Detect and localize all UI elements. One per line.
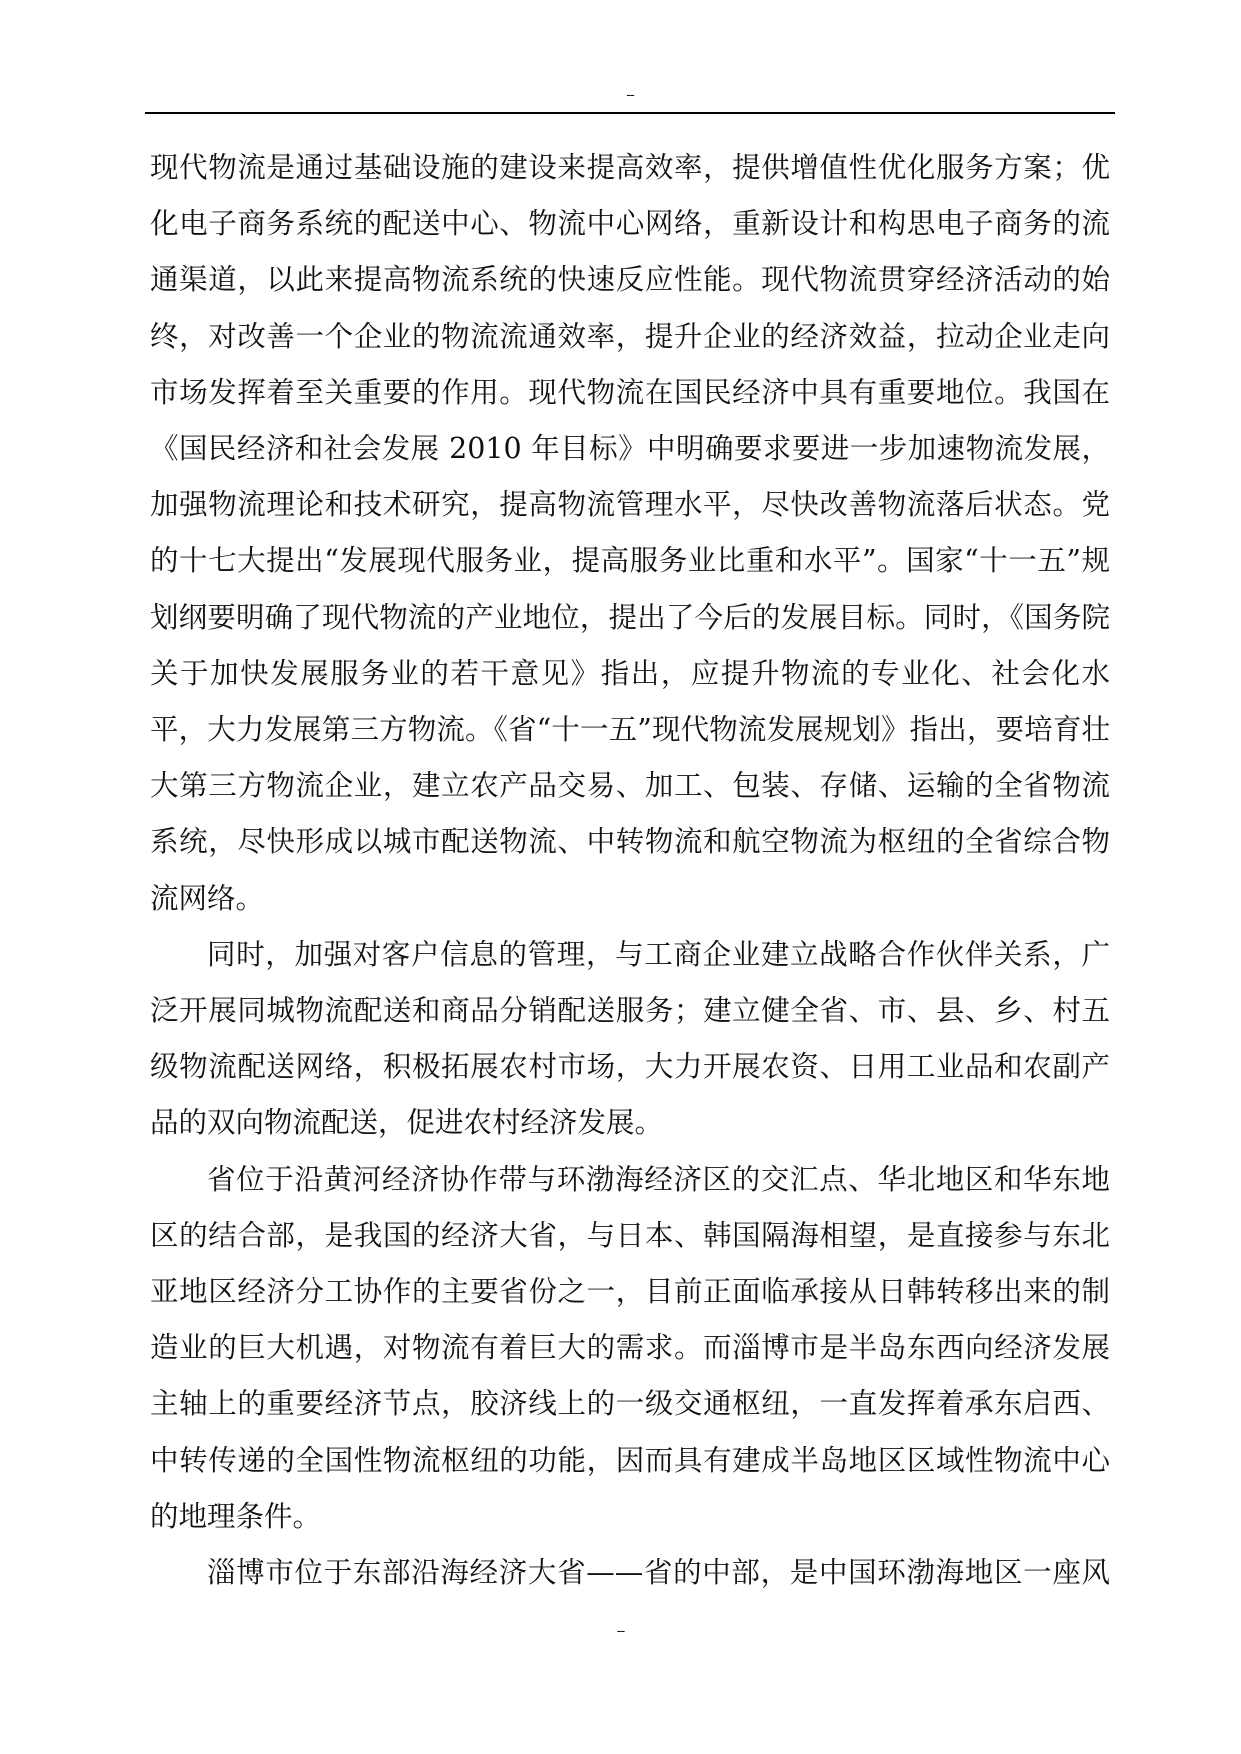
paragraph-province-location: 省位于沿黄河经济协作带与环渤海经济区的交汇点、华北地区和华东地区的结合部，是我国的经济大省，与日本、韩国隔海相望，是直接参与东北亚地区经济分工协作的主要省份之一，目前正面临承接从日韩转移出来的制造业的巨大机遇，对物流有着巨大的需求。而淄博市是半岛东西向经济发展主轴上的重要经济节点，胶济线上的一级交通枢纽，一直发挥着承东启西、中转传递的全国性物流枢纽的功能，因而具有建成半岛地区区域性物流中心的地理条件。	[150, 1162, 1110, 1533]
paragraph-zibo-location: 淄博市位于东部沿海经济大省——省的中部，是中国环渤海地区一座风	[207, 1556, 1110, 1590]
page-footer: --	[616, 1623, 625, 1639]
paragraph-logistics-overview: 现代物流是通过基础设施的建设来提高效率，提供增值性优化服务方案；优化电子商务系统的配送中心、物流中心网络，重新设计和构思电子商务的流通渠道，以此来提高物流系统的快速反应性能。现代物流贯穿经济活动的始终，对改善一个企业的物流流通效率，提升企业的经济效益，拉动企业走向市场发挥着至关重要的作用。现代物流在国民经济中具有重要地位。我国在《国民经济和社会发展 2010 年目标》中明确要求要进一步加速物流发展，加强物流理论和技术研究，提高物流管理水平，尽快改善物流落后状态。党的十七大提出“发展现代服务业，提高服务业比重和水平”。国家“十一五”规划纲要明确了现代物流的产业地位，提出了今后的发展目标。同时，《国务院关于加快发展服务业的若干意见》指出，应提升物流的专业化、社会化水平，大力发展第三方物流。《省“十一五”现代物流发展规划》指出，要培育壮大第三方物流企业，建立农产品交易、加工、包装、存储、运输的全省物流系统，尽快形成以城市配送物流、中转物流和航空物流为枢纽的全省综合物流网络。	[150, 151, 1110, 915]
page-header	[145, 82, 1115, 114]
header-mark: --	[626, 87, 634, 103]
body-text	[150, 140, 1110, 1605]
paragraph-customer-management: 同时，加强对客户信息的管理，与工商企业建立战略合作伙伴关系，广泛开展同城物流配送和商品分销配送服务；建立健全省、市、县、乡、村五级物流配送网络，积极拓展农村市场，大力开展农资、日用工业品和农副产品的双向物流配送，促进农村经济发展。	[150, 937, 1110, 1140]
